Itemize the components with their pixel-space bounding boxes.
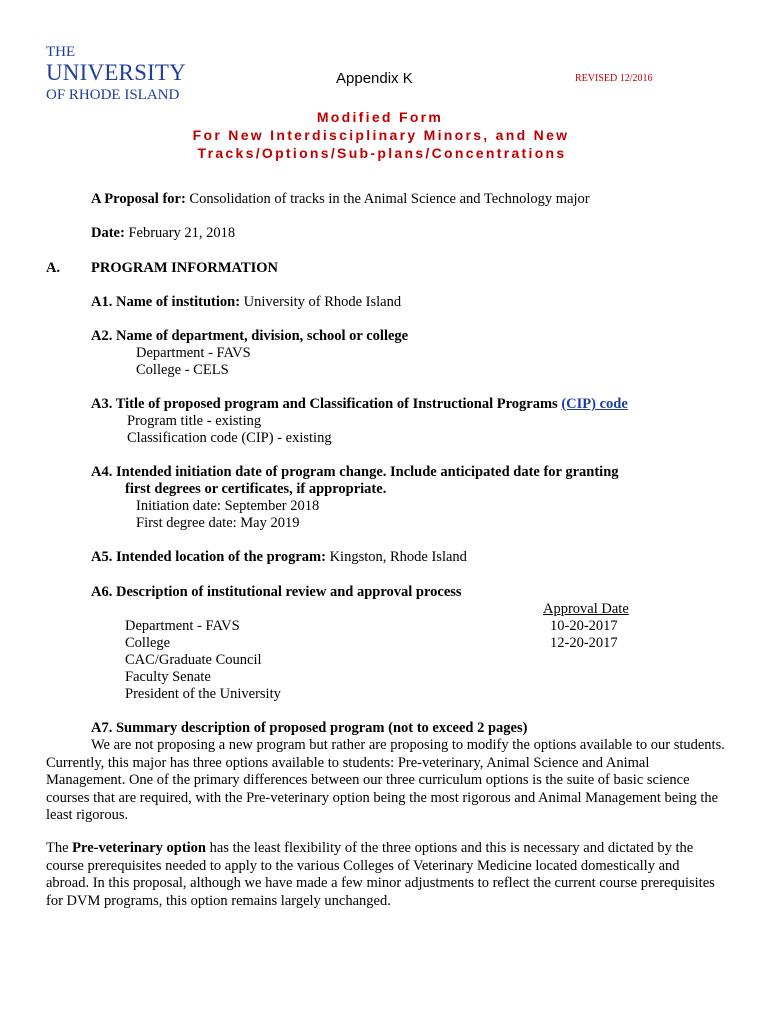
a2-line-1: Department - FAVS — [136, 345, 251, 361]
a3-line-1: Program title - existing — [127, 413, 262, 429]
a2-label: A2. Name of department, division, school or college — [91, 328, 409, 344]
approval-body: President of the University — [125, 686, 281, 702]
logo-of-rhode-island: OF RHODE ISLAND — [46, 87, 180, 103]
approval-body: CAC/Graduate Council — [125, 652, 262, 668]
proposal-value: Consolidation of tracks in the Animal Science and Technology major — [189, 191, 590, 207]
a7-paragraph-1: We are not proposing a new program but rather are proposing to modify the options available to our students. Currently, this major has three options available to students: Pre-veterinary, Animal Science and Animal Management. One of the primary differences between our three curriculum options is the suite of basic science courses that are required, with the Pre-veterinary option being the most rigorous and Animal Management being the least rigorous. — [46, 737, 725, 823]
a6-label: A6. Description of institutional review and approval process — [91, 584, 462, 600]
a1-line — [91, 294, 401, 311]
logo-university: UNIVERSITY — [46, 60, 186, 85]
pre-veterinary-option-term: Pre-veterinary option — [72, 840, 206, 856]
approval-date-header: Approval Date — [543, 601, 629, 617]
a1-value: University of Rhode Island — [243, 294, 402, 310]
date-label: Date: — [91, 225, 125, 241]
approval-body: Faculty Senate — [125, 669, 211, 685]
para2-lead: The — [46, 840, 73, 856]
a3-line — [91, 396, 628, 413]
a5-label: A5. Intended location of the program: — [91, 549, 326, 565]
para2-rest: has the least flexibility of the three options and this is necessary and dictated by the course prerequisites needed to apply to the various Colleges of Veterinary Medicine located domestically and abroad. In this proposal, although we have made a few minor adjustments to reflect the current course prerequisites for DVM programs, this option remains largely unchanged. — [46, 840, 715, 909]
a4-line-1: Initiation date: September 2018 — [136, 498, 320, 514]
a3-line-2: Classification code (CIP) - existing — [127, 430, 332, 446]
approval-date: 10-20-2017 — [550, 618, 618, 634]
a7-paragraph-2 — [46, 840, 726, 910]
a2-line-2: College - CELS — [136, 362, 229, 378]
form-title-line-1: Modified Form — [316, 109, 444, 125]
proposal-line — [91, 191, 590, 208]
appendix-label: Appendix K — [336, 70, 413, 87]
a5-line — [91, 549, 467, 566]
approval-body: College — [125, 635, 171, 651]
section-heading: PROGRAM INFORMATION — [91, 260, 279, 276]
a5-value: Kingston, Rhode Island — [329, 549, 467, 565]
form-title-line-2: For New Interdisciplinary Minors, and New — [192, 127, 570, 143]
a3-label: A3. Title of proposed program and Classification of Instructional Programs — [91, 396, 558, 412]
a7-label: A7. Summary description of proposed program (not to exceed 2 pages) — [91, 720, 528, 736]
a4-line-2: First degree date: May 2019 — [136, 515, 300, 531]
cip-code-link[interactable]: (CIP) code — [561, 396, 628, 412]
date-value: February 21, 2018 — [128, 225, 236, 241]
approval-date: 12-20-2017 — [550, 635, 618, 651]
form-title-line-3: Tracks/Options/Sub-plans/Concentrations — [197, 145, 567, 161]
a4-label-2: first degrees or certificates, if appropriate. — [125, 481, 387, 497]
proposal-label: A Proposal for: — [91, 191, 186, 207]
section-marker: A. — [46, 260, 61, 276]
a1-label: A1. Name of institution: — [91, 294, 241, 310]
logo-the: THE — [46, 44, 76, 60]
a4-label-1: A4. Intended initiation date of program change. Include anticipated date for granting — [91, 464, 619, 480]
revised-label: REVISED 12/2016 — [575, 73, 653, 84]
approval-body: Department - FAVS — [125, 618, 240, 634]
date-line — [91, 225, 235, 242]
